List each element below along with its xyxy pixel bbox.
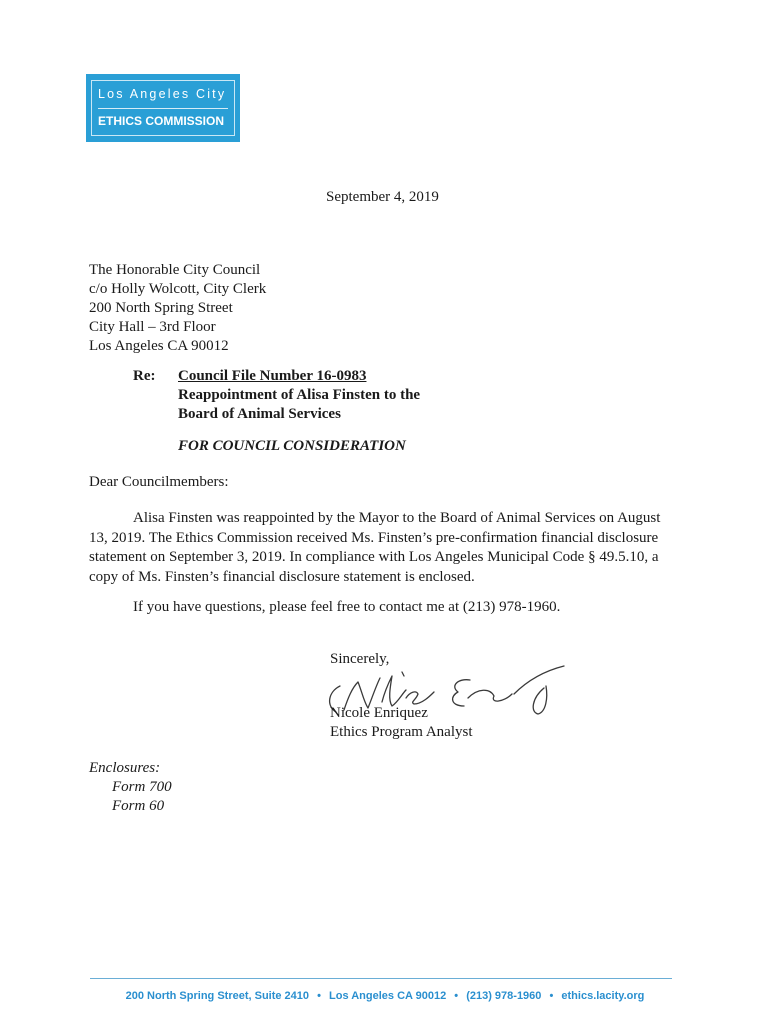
footer-separator: • [454, 990, 459, 1002]
signer-title: Ethics Program Analyst [330, 724, 473, 740]
enclosure-item: Form 700 [112, 779, 172, 795]
footer-divider [90, 978, 672, 979]
paragraph-line: Alisa Finsten was reappointed by the Mayor to the Board of Animal Services on August [133, 510, 661, 526]
logo-divider [98, 108, 228, 109]
enclosures-label: Enclosures: [89, 760, 161, 776]
letter-date: September 4, 2019 [326, 189, 439, 205]
logo-commission-text: ETHICS COMMISSION [98, 114, 225, 128]
footer-separator: • [549, 990, 554, 1002]
address-line: City Hall – 3rd Floor [89, 319, 216, 335]
logo-frame [91, 80, 235, 136]
council-file-number: Council File Number 16-0983 [178, 368, 367, 384]
footer-city: Los Angeles CA 90012 [329, 990, 447, 1002]
logo-city-text: Los Angeles City [98, 87, 227, 101]
recipient-address [89, 261, 266, 356]
signer-name: Nicole Enriquez [330, 705, 428, 721]
enclosure-item: Form 60 [112, 798, 165, 814]
salutation: Dear Councilmembers: [89, 474, 229, 490]
closing: Sincerely, [330, 651, 390, 667]
subject-line: Board of Animal Services [178, 406, 341, 422]
footer-separator: • [317, 990, 321, 1002]
subject-block [178, 367, 420, 424]
footer-address: 200 North Spring Street, Suite 2410 [125, 990, 310, 1002]
re-label: Re: [133, 368, 156, 384]
footer-website-link[interactable]: ethics.lacity.org [561, 990, 645, 1002]
consideration-note: FOR COUNCIL CONSIDERATION [178, 438, 406, 454]
paragraph-line: 13, 2019. The Ethics Commission received Ms. Finsten’s pre-confirmation financial disclosure [89, 529, 659, 546]
address-line: c/o Holly Wolcott, City Clerk [89, 281, 267, 297]
ethics-commission-logo [86, 74, 240, 142]
enclosures-list [112, 778, 172, 816]
body-paragraph-2: If you have questions, please feel free to contact me at (213) 978-1960. [133, 599, 561, 615]
address-line: 200 North Spring Street [89, 300, 233, 316]
footer-contact [0, 990, 770, 1002]
body-paragraph-1 [89, 509, 666, 587]
paragraph-line: statement on September 3, 2019. In compliance with Los Angeles Municipal Code § 49.5.10, a [89, 549, 659, 565]
paragraph-line: copy of Ms. Finsten’s financial disclosure statement is enclosed. [89, 568, 475, 585]
subject-line: Reappointment of Alisa Finsten to the [178, 387, 421, 403]
footer-phone: (213) 978-1960 [466, 990, 542, 1002]
address-line: Los Angeles CA 90012 [89, 338, 229, 354]
address-line: The Honorable City Council [89, 262, 261, 278]
